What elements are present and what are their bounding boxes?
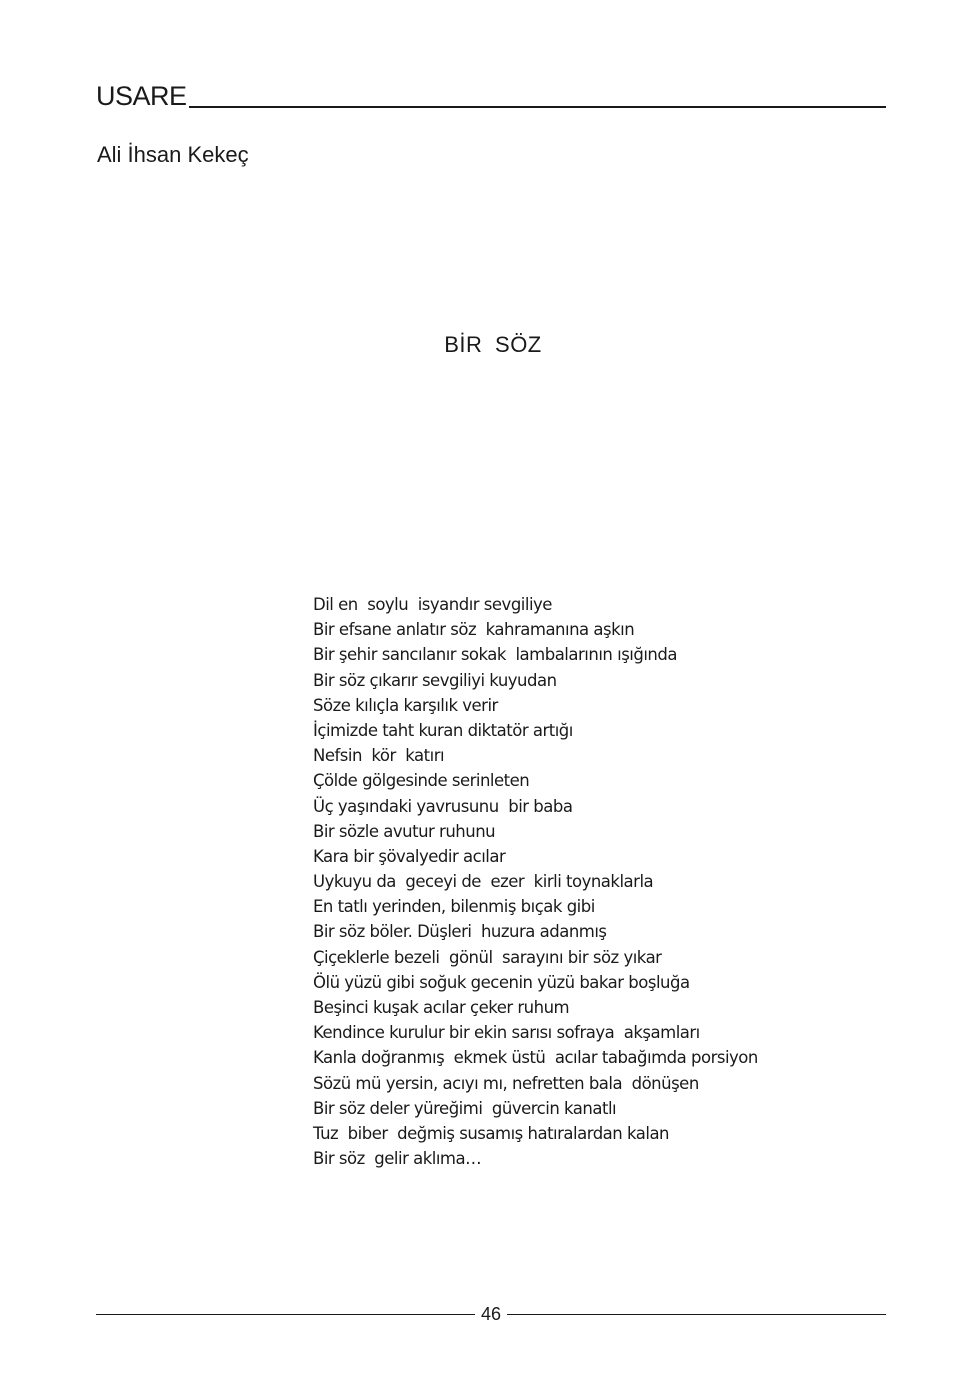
poem-line: Bir şehir sancılanır sokak lambalarının ışığında — [313, 645, 677, 665]
poem-line: Bir söz böler. Düşleri huzura adanmış — [313, 922, 607, 942]
poem-title: BİR SÖZ — [444, 332, 542, 357]
page-number: 46 — [480, 1303, 502, 1324]
poem-line: Bir söz deler yüreğimi güvercin kanatlı — [313, 1098, 617, 1118]
poem-line: Kara bir şövalyedir acılar — [313, 846, 506, 866]
poem-line: Sözü mü yersin, acıyı mı, nefretten bala dönüşen — [313, 1073, 699, 1093]
running-header — [96, 80, 886, 112]
poem-line: Söze kılıçla karşılık verir — [313, 695, 498, 715]
poem-line: Tuz biber değmiş susamış hatıralardan kalan — [313, 1123, 670, 1143]
poem-line: Nefsin kör katırı — [313, 746, 445, 766]
journal-name: USARE — [96, 81, 187, 111]
poem-line: Uykuyu da geceyi de ezer kirli toynaklarla — [313, 872, 654, 892]
header-rule — [189, 106, 886, 108]
poem-line: Kanla doğranmış ekmek üstü acılar tabağımda porsiyon — [313, 1048, 758, 1068]
poem-line: Bir sözle avutur ruhunu — [313, 821, 496, 841]
poem-line: Dil en soylu isyandır sevgiliye — [313, 595, 552, 614]
poem-line: Çiçeklerle bezeli gönül sarayını bir söz yıkar — [313, 947, 662, 967]
poem-body — [313, 592, 758, 1171]
poem-line: Bir efsane anlatır söz kahramanına aşkın — [313, 620, 635, 640]
poem-line: Bir söz gelir aklıma… — [313, 1149, 482, 1169]
poem-line: Ölü yüzü gibi soğuk gecenin yüzü bakar boşluğa — [313, 972, 690, 992]
poem-line: Bir söz çıkarır sevgiliyi kuyudan — [313, 670, 557, 690]
poem-line: Çölde gölgesinde serinleten — [313, 771, 530, 791]
footer-rule-right — [507, 1314, 886, 1315]
poem-line: Üç yaşındaki yavrusunu bir baba — [313, 796, 573, 816]
page-footer — [96, 1300, 886, 1328]
author-name: Ali İhsan Kekeç — [97, 142, 249, 167]
poem-line: Kendince kurulur bir ekin sarısı sofraya akşamları — [313, 1023, 700, 1043]
poem-line: İçimizde taht kuran diktatör artığı — [313, 720, 573, 740]
poem-line: En tatlı yerinden, bilenmiş bıçak gibi — [313, 897, 595, 917]
footer-rule-left — [96, 1314, 475, 1315]
poem-line: Beşinci kuşak acılar çeker ruhum — [313, 998, 570, 1017]
